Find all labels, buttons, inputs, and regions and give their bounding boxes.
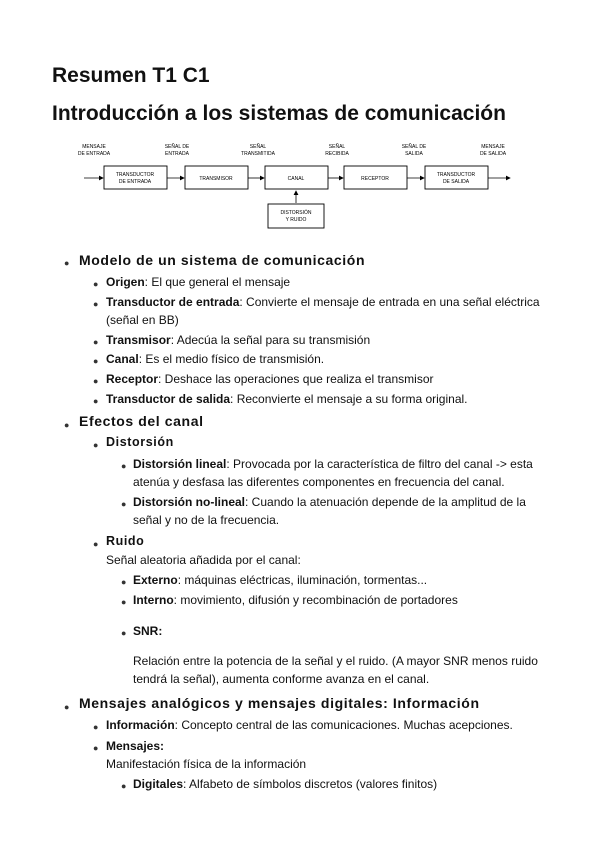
- bullet-icon: ●: [93, 539, 99, 549]
- bullet-icon: ●: [64, 702, 70, 712]
- list-item-continuation: atenúa y desfasa las diferentes componentes en frecuencia del canal.: [133, 475, 505, 489]
- bullet-icon: ●: [121, 597, 127, 607]
- label-senal-recibida-l1: SEÑAL: [328, 144, 346, 150]
- list-item-continuation: (señal en BB): [106, 313, 179, 327]
- list-item: Distorsión lineal: Provocada por la característica de filtro del canal -> esta: [133, 457, 533, 471]
- list-item: Externo: máquinas eléctricas, iluminación, tormentas...: [133, 573, 428, 587]
- section-title: Introducción a los sistemas de comunicación: [52, 102, 506, 125]
- list-item: Transmisor: Adecúa la señal para su transmisión: [106, 333, 371, 347]
- bullet-icon: ●: [93, 299, 99, 309]
- bullet-icon: ●: [93, 396, 99, 406]
- snr-description: Relación entre la potencia de la señal y el ruido. (A mayor SNR menos ruido: [133, 654, 538, 668]
- bullet-icon: ●: [121, 628, 127, 638]
- label-senal-transmitida-l2: TRANSMITIDA: [241, 151, 275, 157]
- bullet-icon: ●: [93, 337, 99, 347]
- label-senal-salida-l2: SALIDA: [405, 151, 423, 157]
- heading-mensajes: Mensajes analógicos y mensajes digitales: Información: [79, 695, 480, 711]
- block-text: TRANSDUCTOR: [115, 172, 155, 178]
- block-distorsion-ruido: [268, 204, 324, 228]
- ruido-description: Señal aleatoria añadida por el canal:: [106, 553, 301, 567]
- bullet-icon: ●: [121, 781, 127, 791]
- bullet-icon: ●: [121, 577, 127, 587]
- list-item: Distorsión no-lineal: Cuando la atenuación depende de la amplitud de la: [133, 495, 526, 509]
- label-senal-entrada-l1: SEÑAL DE: [164, 144, 190, 150]
- bullet-icon: ●: [93, 722, 99, 732]
- label-mensaje-salida-l2: DE SALIDA: [479, 151, 507, 157]
- snr-term: SNR:: [133, 624, 163, 638]
- list-item: Interno: movimiento, difusión y recombinación de portadores: [133, 593, 458, 607]
- heading-distorsion: Distorsión: [106, 435, 174, 449]
- page-title: Resumen T1 C1: [52, 64, 210, 87]
- label-senal-entrada-l2: ENTRADA: [165, 151, 189, 157]
- mensajes-term: Mensajes:: [106, 739, 165, 753]
- block-text: DE ENTRADA: [118, 179, 152, 185]
- heading-efectos: Efectos del canal: [79, 413, 204, 429]
- bullet-icon: ●: [93, 440, 99, 450]
- label-senal-salida-l1: SEÑAL DE: [401, 144, 427, 150]
- block-text: CANAL: [287, 176, 305, 182]
- heading-modelo: Modelo de un sistema de comunicación: [79, 252, 366, 268]
- bullet-icon: ●: [121, 499, 127, 509]
- bullet-icon: ●: [121, 461, 127, 471]
- block-text: Y RUIDO: [285, 217, 307, 223]
- list-item-continuation: señal y no de la frecuencia.: [133, 513, 280, 527]
- label-senal-recibida-l2: RECIBIDA: [325, 151, 349, 157]
- block-text: TRANSDUCTOR: [436, 172, 476, 178]
- list-item: Transductor de entrada: Convierte el mensaje de entrada en una señal eléctrica: [106, 295, 540, 309]
- list-item: Transductor de salida: Reconvierte el mensaje a su forma original.: [106, 392, 468, 406]
- block-text: DE SALIDA: [442, 179, 470, 185]
- list-item: Origen: El que general el mensaje: [106, 275, 291, 289]
- label-mensaje-salida-l1: MENSAJE: [481, 144, 505, 150]
- bullet-icon: ●: [93, 743, 99, 753]
- block-text: TRANSMISOR: [199, 176, 233, 182]
- list-item: Información: Concepto central de las comunicaciones. Muchas acepciones.: [106, 718, 513, 732]
- label-senal-transmitida-l1: SEÑAL: [249, 144, 267, 150]
- block-text: RECEPTOR: [361, 176, 389, 182]
- label-mensaje-entrada-l2: DE ENTRADA: [77, 151, 111, 157]
- list-item: Receptor: Deshace las operaciones que realiza el transmisor: [106, 372, 434, 386]
- bullet-icon: ●: [64, 420, 70, 430]
- list-item: Digitales: Alfabeto de símbolos discretos (valores finitos): [133, 777, 438, 791]
- heading-ruido: Ruido: [106, 534, 145, 548]
- bullet-icon: ●: [93, 279, 99, 289]
- bullet-icon: ●: [93, 356, 99, 366]
- bullet-icon: ●: [64, 258, 70, 268]
- mensajes-description: Manifestación física de la información: [106, 757, 307, 771]
- list-item: Canal: Es el medio físico de transmisión.: [106, 352, 325, 366]
- snr-description-cont: tendrá la señal), aumenta conforme avanza en el canal.: [133, 672, 430, 686]
- label-mensaje-entrada-l1: MENSAJE: [82, 144, 106, 150]
- communication-system-diagram: [70, 142, 520, 232]
- bullet-icon: ●: [93, 376, 99, 386]
- block-text: DISTORSIÓN: [280, 210, 312, 216]
